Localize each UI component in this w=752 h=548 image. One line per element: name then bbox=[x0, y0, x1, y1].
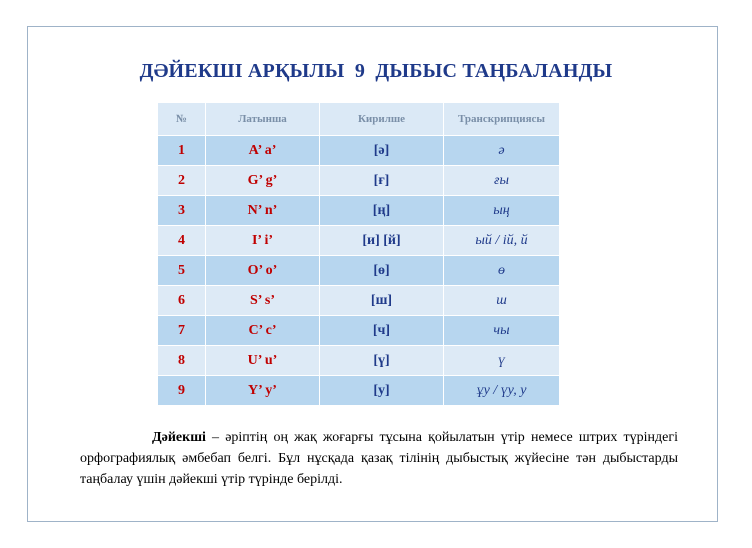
header-transcription: Транскрипциясы bbox=[444, 103, 560, 136]
transcription: ө bbox=[444, 256, 560, 286]
cyrillic-letter: [ғ] bbox=[320, 166, 444, 196]
latin-letter: A’ a’ bbox=[206, 136, 320, 166]
row-number: 7 bbox=[158, 316, 206, 346]
latin-letter: S’ s’ bbox=[206, 286, 320, 316]
row-number: 6 bbox=[158, 286, 206, 316]
header-number: № bbox=[158, 103, 206, 136]
cyrillic-letter: [ө] bbox=[320, 256, 444, 286]
table-row bbox=[158, 226, 560, 256]
row-number: 5 bbox=[158, 256, 206, 286]
cyrillic-letter: [ч] bbox=[320, 316, 444, 346]
cyrillic-letter: [у] bbox=[320, 376, 444, 406]
table-row bbox=[158, 316, 560, 346]
row-number: 2 bbox=[158, 166, 206, 196]
latin-letter: Y’ y’ bbox=[206, 376, 320, 406]
row-number: 9 bbox=[158, 376, 206, 406]
description-text: – әріптің оң жақ жоғарғы тұсына қойылатын үтір немесе штрих түріндегі орфографиялық әмбебап белгі. Бұл нұсқада қазақ тілінің дыбыстық жүйесіне тән дыбыстарды таңбалау үшін дәйекші үтір түрінде берілді. bbox=[80, 430, 678, 487]
transcription: ғы bbox=[444, 166, 560, 196]
description-paragraph bbox=[80, 427, 678, 490]
table-row bbox=[158, 256, 560, 286]
cyrillic-letter: [и] [й] bbox=[320, 226, 444, 256]
row-number: 4 bbox=[158, 226, 206, 256]
row-number: 3 bbox=[158, 196, 206, 226]
transcription: ә bbox=[444, 136, 560, 166]
latin-letter: I’ i’ bbox=[206, 226, 320, 256]
alphabet-table bbox=[157, 102, 560, 406]
transcription: ү bbox=[444, 346, 560, 376]
table-row bbox=[158, 136, 560, 166]
latin-letter: C’ c’ bbox=[206, 316, 320, 346]
description-term: Дәйекші bbox=[152, 430, 206, 445]
transcription: чы bbox=[444, 316, 560, 346]
transcription: ың bbox=[444, 196, 560, 226]
transcription: ш bbox=[444, 286, 560, 316]
header-latin: Латынша bbox=[206, 103, 320, 136]
cyrillic-letter: [ә] bbox=[320, 136, 444, 166]
transcription: ый / ій, й bbox=[444, 226, 560, 256]
header-cyrillic: Кирилше bbox=[320, 103, 444, 136]
table-header-row bbox=[158, 103, 560, 136]
row-number: 8 bbox=[158, 346, 206, 376]
table-row bbox=[158, 286, 560, 316]
latin-letter: U’ u’ bbox=[206, 346, 320, 376]
table-row bbox=[158, 346, 560, 376]
cyrillic-letter: [ш] bbox=[320, 286, 444, 316]
latin-letter: O’ o’ bbox=[206, 256, 320, 286]
table-row bbox=[158, 376, 560, 406]
row-number: 1 bbox=[158, 136, 206, 166]
table-row bbox=[158, 196, 560, 226]
table-row bbox=[158, 166, 560, 196]
latin-letter: N’ n’ bbox=[206, 196, 320, 226]
slide-title: ДӘЙЕКШІ АРҚЫЛЫ 9 ДЫБЫС ТАҢБАЛАНДЫ bbox=[139, 60, 613, 82]
transcription: ұу / үу, у bbox=[444, 376, 560, 406]
cyrillic-letter: [ү] bbox=[320, 346, 444, 376]
latin-letter: G’ g’ bbox=[206, 166, 320, 196]
cyrillic-letter: [ң] bbox=[320, 196, 444, 226]
